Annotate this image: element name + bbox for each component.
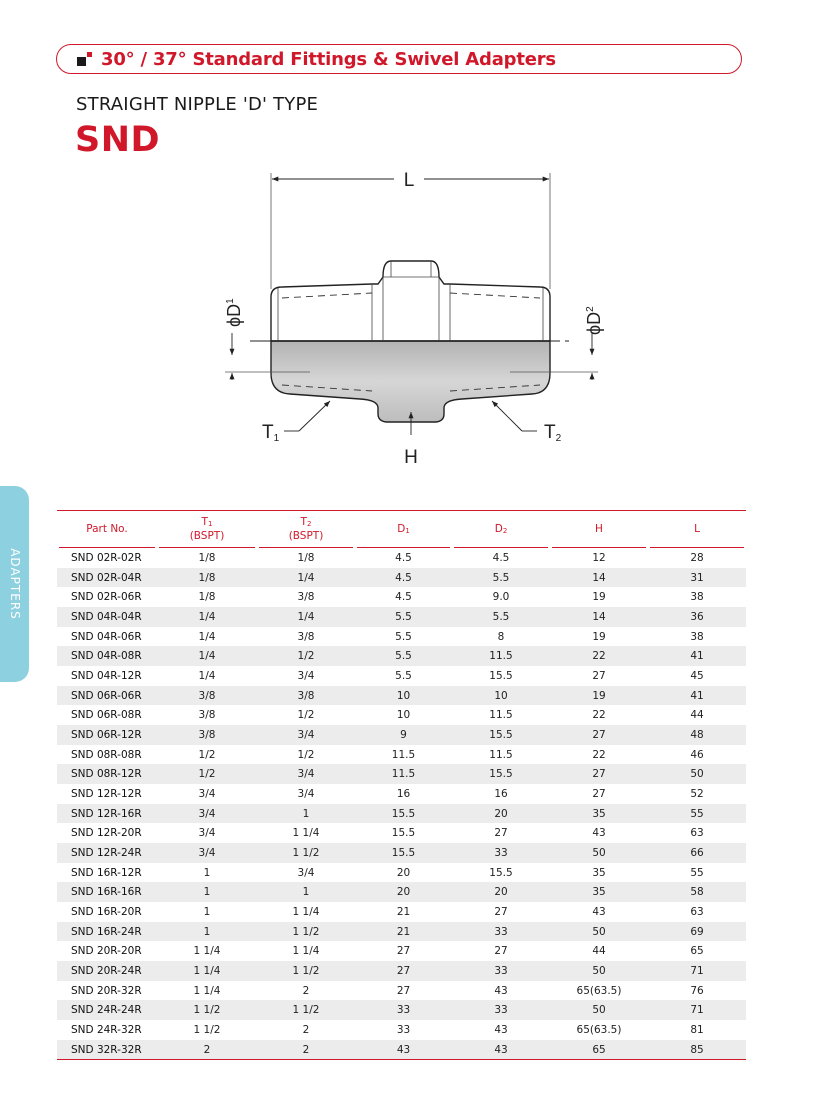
header-part-no: Part No. bbox=[57, 510, 157, 548]
table-row bbox=[57, 725, 746, 745]
cell-d1: 33 bbox=[355, 1000, 452, 1020]
table-row bbox=[57, 705, 746, 725]
cell-part: SND 06R-12R bbox=[57, 725, 157, 745]
cell-part: SND 02R-04R bbox=[57, 568, 157, 588]
cell-h: 50 bbox=[550, 961, 648, 981]
cell-d1: 27 bbox=[396, 945, 411, 958]
thread-t1-label: T bbox=[262, 422, 274, 443]
header-d1: $D_1$ bbox=[355, 510, 452, 548]
cell-h: 19 bbox=[592, 630, 606, 643]
cell-t1: 3/4 bbox=[198, 827, 216, 840]
cell-t1: 3/8 bbox=[157, 686, 257, 706]
cell-d1: 33 bbox=[396, 1023, 411, 1036]
cell-part: SND 20R-20R bbox=[71, 945, 142, 958]
table-row bbox=[57, 981, 746, 1001]
cell-t2: 3/4 bbox=[297, 866, 315, 879]
cell-l: 66 bbox=[648, 843, 746, 863]
cell-h: 35 bbox=[550, 804, 648, 824]
cell-t2: 1/2 bbox=[297, 709, 315, 722]
cell-d1: 43 bbox=[355, 1040, 452, 1061]
cell-h: 27 bbox=[550, 764, 648, 784]
svg-text:ϕD2 bbox=[584, 306, 604, 335]
cell-l: 55 bbox=[690, 866, 704, 879]
cell-l: 69 bbox=[648, 922, 746, 942]
cell-d1: 9 bbox=[355, 725, 452, 745]
cell-t1: 3/4 bbox=[157, 804, 257, 824]
cell-t2: 1 1/2 bbox=[257, 961, 355, 981]
cell-t1: 1/8 bbox=[198, 551, 216, 564]
cell-t2: 1 1/2 bbox=[257, 1000, 355, 1020]
cell-l: 38 bbox=[690, 591, 704, 604]
section-header bbox=[56, 44, 742, 74]
cell-d1: 5.5 bbox=[395, 630, 412, 643]
cell-h: 50 bbox=[550, 1000, 648, 1020]
cell-t2: 1 1/4 bbox=[292, 905, 320, 918]
cell-d2: 27 bbox=[494, 905, 508, 918]
cell-part: SND 04R-12R bbox=[71, 669, 142, 682]
dimension-d2-sub: 2 bbox=[585, 306, 596, 312]
cell-d1: 11.5 bbox=[355, 764, 452, 784]
cell-t2: 1 bbox=[257, 882, 355, 902]
cell-l: 63 bbox=[690, 905, 704, 918]
thread-t2-label: T bbox=[544, 422, 556, 443]
cell-t2: 3/8 bbox=[257, 686, 355, 706]
cell-part: SND 12R-12R bbox=[71, 787, 142, 800]
cell-l: 31 bbox=[648, 568, 746, 588]
thread-t2-sub: 2 bbox=[555, 433, 562, 444]
header-t2: $T_2$ (BSPT) bbox=[257, 510, 355, 548]
cell-t2: 1/8 bbox=[297, 551, 315, 564]
cell-h: 19 bbox=[592, 591, 606, 604]
cell-t1: 1/4 bbox=[198, 669, 216, 682]
cell-t1: 1 1/2 bbox=[157, 1000, 257, 1020]
cell-t1: 1 bbox=[203, 866, 211, 879]
cell-t1: 1 1/4 bbox=[193, 984, 221, 997]
cell-t2: 1 bbox=[257, 804, 355, 824]
cell-part: SND 02R-06R bbox=[71, 591, 142, 604]
side-tab-adapters[interactable] bbox=[0, 486, 29, 682]
cell-part: SND 12R-20R bbox=[71, 827, 142, 840]
table-row bbox=[57, 863, 746, 883]
cell-part: SND 16R-24R bbox=[57, 922, 157, 942]
table-row bbox=[57, 548, 746, 568]
cell-l: 71 bbox=[648, 1000, 746, 1020]
cell-d1: 5.5 bbox=[395, 669, 412, 682]
header-d2: $D_2$ bbox=[452, 510, 550, 548]
cell-t1: 1/4 bbox=[157, 646, 257, 666]
cell-l: 36 bbox=[648, 607, 746, 627]
cell-t2: 1/2 bbox=[297, 748, 315, 761]
cell-d2: 43 bbox=[494, 984, 508, 997]
cell-part: SND 06R-06R bbox=[57, 686, 157, 706]
table-row bbox=[57, 784, 746, 804]
cell-l: 71 bbox=[648, 961, 746, 981]
cell-h: 65 bbox=[550, 1040, 648, 1061]
svg-text:T2 bbox=[544, 422, 562, 444]
section-title: 30° / 37° Standard Fittings & Swivel Adapters bbox=[101, 48, 556, 70]
dimension-d1-label: D bbox=[224, 303, 244, 317]
cell-d2: 20 bbox=[452, 882, 550, 902]
cell-d1: 16 bbox=[396, 787, 411, 800]
cell-t2: 2 bbox=[302, 984, 310, 997]
cell-d2: 15.5 bbox=[452, 725, 550, 745]
table-row bbox=[57, 882, 746, 902]
cell-l: 48 bbox=[648, 725, 746, 745]
side-tab-label: ADAPTERS bbox=[7, 548, 22, 620]
table-body bbox=[57, 548, 746, 1060]
cell-h: 12 bbox=[592, 551, 606, 564]
cell-d1: 27 bbox=[396, 984, 411, 997]
cell-h: 27 bbox=[592, 787, 606, 800]
cell-t1: 2 bbox=[157, 1040, 257, 1061]
cell-d1: 27 bbox=[355, 961, 452, 981]
cell-part: SND 12R-24R bbox=[57, 843, 157, 863]
cell-d2: 16 bbox=[494, 787, 508, 800]
cell-h: 35 bbox=[592, 866, 606, 879]
table-row bbox=[57, 587, 746, 607]
cell-d2: 11.5 bbox=[452, 646, 550, 666]
cell-d1: 15.5 bbox=[355, 843, 452, 863]
cell-d2: 27 bbox=[494, 945, 508, 958]
table-row bbox=[57, 961, 746, 981]
svg-text:ϕD1 bbox=[224, 298, 244, 327]
fitting-drawing bbox=[200, 165, 620, 475]
cell-d2: 43 bbox=[494, 1023, 508, 1036]
table-row bbox=[57, 745, 746, 765]
dimensions-table bbox=[57, 510, 746, 1060]
cell-part: SND 04R-08R bbox=[57, 646, 157, 666]
cell-h: 50 bbox=[550, 922, 648, 942]
cell-h: 65(63.5) bbox=[576, 984, 622, 997]
cell-d2: 15.5 bbox=[489, 669, 513, 682]
table-row bbox=[57, 941, 746, 961]
cell-d2: 11.5 bbox=[489, 748, 513, 761]
product-code: SND bbox=[75, 120, 161, 160]
table-row bbox=[57, 646, 746, 666]
cell-l: 44 bbox=[690, 709, 704, 722]
cell-t2: 1 1/4 bbox=[292, 827, 320, 840]
cell-t2: 3/4 bbox=[297, 669, 315, 682]
cell-t1: 1/8 bbox=[198, 591, 216, 604]
cell-t1: 1 bbox=[157, 922, 257, 942]
cell-d2: 8 bbox=[497, 630, 505, 643]
cell-t1: 1 1/4 bbox=[193, 945, 221, 958]
cell-h: 14 bbox=[550, 607, 648, 627]
cell-d2: 33 bbox=[452, 961, 550, 981]
cell-t2: 1 1/4 bbox=[292, 945, 320, 958]
cell-l: 65 bbox=[690, 945, 704, 958]
cell-l: 46 bbox=[690, 748, 704, 761]
cell-d2: 5.5 bbox=[452, 607, 550, 627]
cell-t2: 2 bbox=[302, 1023, 310, 1036]
cell-h: 43 bbox=[592, 905, 606, 918]
cell-d1: 20 bbox=[355, 882, 452, 902]
cell-part: SND 08R-08R bbox=[71, 748, 142, 761]
cell-h: 22 bbox=[592, 709, 606, 722]
cell-part: SND 04R-04R bbox=[57, 607, 157, 627]
cell-h: 27 bbox=[592, 669, 606, 682]
cell-d2: 20 bbox=[452, 804, 550, 824]
cell-t2: 1/4 bbox=[257, 607, 355, 627]
svg-text:T1 bbox=[262, 422, 280, 444]
cell-l: 58 bbox=[648, 882, 746, 902]
dimension-l-label: L bbox=[403, 170, 415, 191]
cell-t1: 1 bbox=[203, 905, 211, 918]
cell-d1: 21 bbox=[396, 905, 411, 918]
cell-h: 22 bbox=[592, 748, 606, 761]
cell-t1: 1/4 bbox=[198, 630, 216, 643]
cell-t2: 1/4 bbox=[257, 568, 355, 588]
product-subtitle: STRAIGHT NIPPLE 'D' TYPE bbox=[76, 94, 319, 115]
cell-part: SND 20R-24R bbox=[57, 961, 157, 981]
cell-t1: 1/4 bbox=[157, 607, 257, 627]
cell-d1: 21 bbox=[355, 922, 452, 942]
cell-d1: 5.5 bbox=[355, 607, 452, 627]
cell-t1: 3/4 bbox=[198, 787, 216, 800]
cell-d2: 15.5 bbox=[489, 866, 513, 879]
cell-t2: 3/8 bbox=[297, 630, 315, 643]
cell-h: 43 bbox=[592, 827, 606, 840]
cell-part: SND 08R-12R bbox=[57, 764, 157, 784]
cell-t1: 3/8 bbox=[157, 725, 257, 745]
cell-part: SND 16R-12R bbox=[71, 866, 142, 879]
cell-part: SND 24R-32R bbox=[71, 1023, 142, 1036]
cell-part: SND 02R-02R bbox=[71, 551, 142, 564]
thread-t1-sub: 1 bbox=[273, 433, 280, 444]
table-row bbox=[57, 922, 746, 942]
table-row bbox=[57, 823, 746, 843]
table-row bbox=[57, 686, 746, 706]
cell-t2: 3/4 bbox=[257, 725, 355, 745]
cell-h: 50 bbox=[550, 843, 648, 863]
cell-d1: 20 bbox=[396, 866, 411, 879]
squares-logo-icon bbox=[77, 52, 93, 66]
cell-h: 27 bbox=[550, 725, 648, 745]
cell-t2: 3/8 bbox=[297, 591, 315, 604]
cell-d1: 10 bbox=[355, 686, 452, 706]
cell-part: SND 12R-16R bbox=[57, 804, 157, 824]
cell-d1: 5.5 bbox=[355, 646, 452, 666]
cell-h: 35 bbox=[550, 882, 648, 902]
table-row bbox=[57, 1020, 746, 1040]
cell-d2: 5.5 bbox=[452, 568, 550, 588]
cell-t2: 2 bbox=[257, 1040, 355, 1061]
cell-d2: 33 bbox=[452, 1000, 550, 1020]
cell-l: 52 bbox=[690, 787, 704, 800]
cell-l: 76 bbox=[690, 984, 704, 997]
cell-h: 14 bbox=[550, 568, 648, 588]
table-row bbox=[57, 666, 746, 686]
cell-part: SND 20R-32R bbox=[71, 984, 142, 997]
cell-d1: 10 bbox=[396, 709, 411, 722]
cell-d1: 4.5 bbox=[395, 591, 412, 604]
cell-t2: 3/4 bbox=[297, 787, 315, 800]
table-row bbox=[57, 843, 746, 863]
cell-part: SND 32R-32R bbox=[57, 1040, 157, 1061]
cell-h: 65(63.5) bbox=[576, 1023, 622, 1036]
dimension-h-label: H bbox=[404, 447, 418, 468]
cell-d2: 27 bbox=[494, 827, 508, 840]
table-row bbox=[57, 627, 746, 647]
cell-t1: 1/2 bbox=[157, 764, 257, 784]
cell-l: 41 bbox=[648, 646, 746, 666]
cell-d1: 15.5 bbox=[391, 827, 416, 840]
cell-t2: 1 1/2 bbox=[257, 843, 355, 863]
cell-d2: 9.0 bbox=[492, 591, 510, 604]
cell-l: 50 bbox=[648, 764, 746, 784]
table-row bbox=[57, 607, 746, 627]
cell-d1: 11.5 bbox=[391, 748, 416, 761]
cell-l: 41 bbox=[648, 686, 746, 706]
table-row bbox=[57, 1040, 746, 1061]
cell-t1: 1/2 bbox=[198, 748, 216, 761]
cell-l: 55 bbox=[648, 804, 746, 824]
cell-d1: 4.5 bbox=[395, 551, 412, 564]
cell-d2: 10 bbox=[452, 686, 550, 706]
phi-symbol-d1: ϕ bbox=[224, 316, 244, 327]
phi-symbol-d2: ϕ bbox=[584, 324, 604, 335]
header-t1: $T_1$ (BSPT) bbox=[157, 510, 257, 548]
cell-part: SND 06R-08R bbox=[71, 709, 142, 722]
cell-d2: 11.5 bbox=[489, 709, 513, 722]
cell-t1: 3/8 bbox=[198, 709, 216, 722]
header-l: L bbox=[648, 510, 746, 548]
header-h: H bbox=[550, 510, 648, 548]
cell-d2: 4.5 bbox=[492, 551, 510, 564]
cell-t1: 1 bbox=[157, 882, 257, 902]
cell-h: 22 bbox=[550, 646, 648, 666]
dimension-d1-sub: 1 bbox=[225, 298, 236, 304]
cell-part: SND 04R-06R bbox=[71, 630, 142, 643]
cell-t1: 1 1/2 bbox=[193, 1023, 221, 1036]
cell-t1: 1 1/4 bbox=[157, 961, 257, 981]
cell-l: 81 bbox=[690, 1023, 704, 1036]
cell-l: 28 bbox=[690, 551, 704, 564]
table-row bbox=[57, 568, 746, 588]
cell-t1: 3/4 bbox=[157, 843, 257, 863]
cell-t2: 1/2 bbox=[257, 646, 355, 666]
cell-t1: 1/8 bbox=[157, 568, 257, 588]
cell-h: 19 bbox=[550, 686, 648, 706]
table-header-row bbox=[57, 510, 746, 548]
cell-h: 44 bbox=[592, 945, 606, 958]
cell-part: SND 16R-20R bbox=[71, 905, 142, 918]
cell-d1: 15.5 bbox=[355, 804, 452, 824]
cell-l: 85 bbox=[648, 1040, 746, 1061]
cell-l: 45 bbox=[690, 669, 704, 682]
cell-l: 63 bbox=[690, 827, 704, 840]
cell-part: SND 16R-16R bbox=[57, 882, 157, 902]
cell-d2: 15.5 bbox=[452, 764, 550, 784]
cell-l: 38 bbox=[690, 630, 704, 643]
table-row bbox=[57, 902, 746, 922]
table-row bbox=[57, 804, 746, 824]
cell-d2: 33 bbox=[452, 843, 550, 863]
table-row bbox=[57, 764, 746, 784]
cell-t2: 3/4 bbox=[257, 764, 355, 784]
table-row bbox=[57, 1000, 746, 1020]
cell-d2: 43 bbox=[452, 1040, 550, 1061]
dimension-d2-label: D bbox=[584, 311, 604, 325]
cell-d1: 4.5 bbox=[355, 568, 452, 588]
cell-t2: 1 1/2 bbox=[257, 922, 355, 942]
cell-d2: 33 bbox=[452, 922, 550, 942]
cell-part: SND 24R-24R bbox=[57, 1000, 157, 1020]
